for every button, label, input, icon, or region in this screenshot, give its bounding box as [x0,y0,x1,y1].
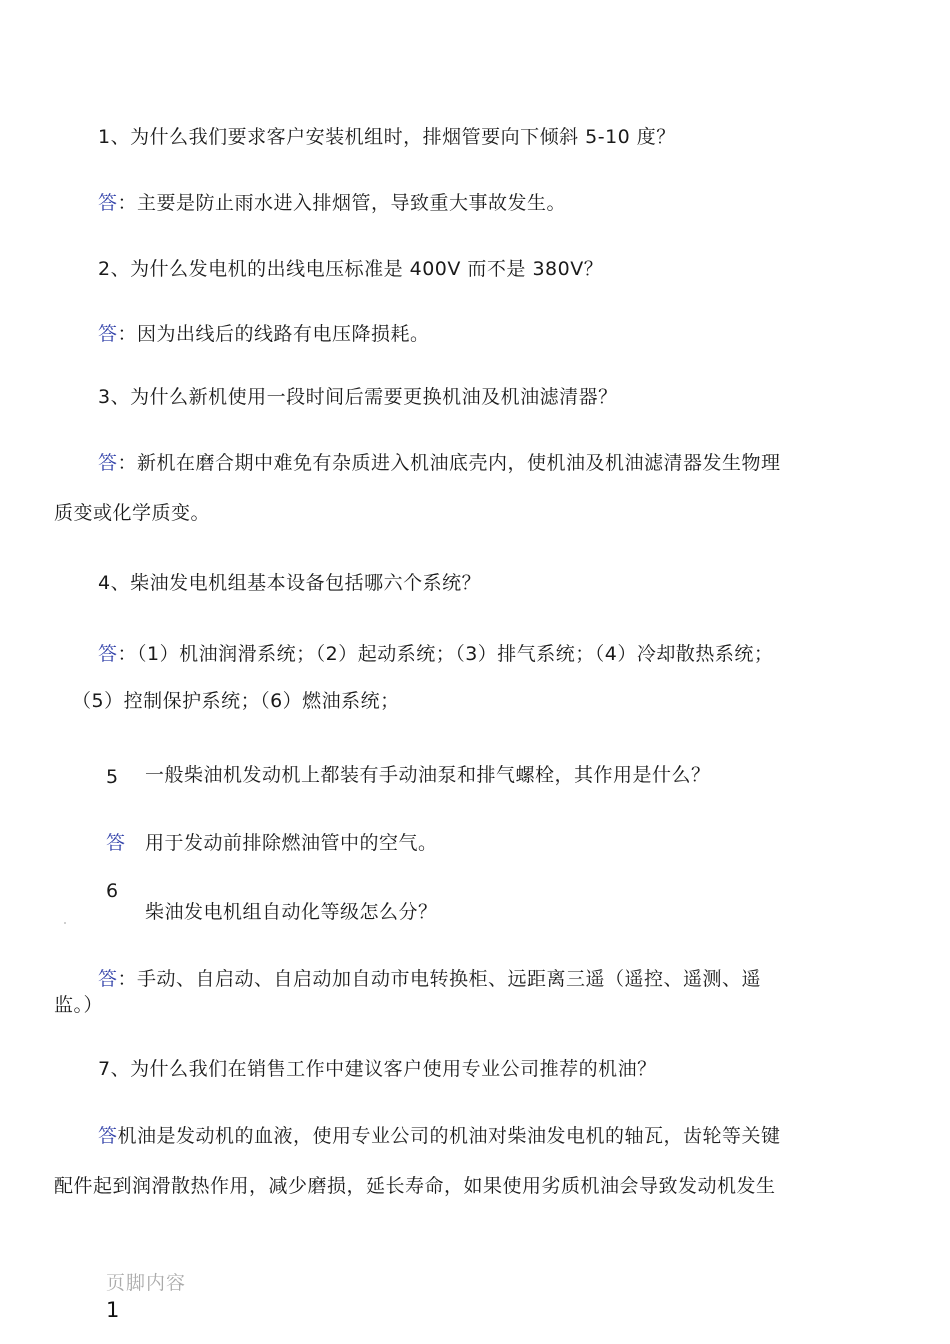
scan-speck [64,922,66,924]
question-1: 1、为什么我们要求客户安装机组时，排烟管要向下倾斜 5-10 度？ [98,126,676,148]
answer-label: 答 [98,643,118,665]
question-7: 7、为什么我们在销售工作中建议客户使用专业公司推荐的机油？ [98,1058,657,1080]
question-5-number: 5 [106,766,119,788]
answer-3-line-1 [98,450,781,476]
answer-5: 用于发动前排除燃油管中的空气。 [145,832,438,854]
answer-label: 答 [98,452,118,474]
answer-label: 答 [98,1125,118,1147]
question-6-number: 6 [106,880,119,902]
answer-3-line-2: 质变或化学质变。 [54,502,211,524]
answer-text: ：因为出线后的线路有电压降损耗。 [117,323,430,345]
answer-text: ：（1）机油润滑系统；（2）起动系统；（3）排气系统；（4）冷却散热系统； [117,643,774,665]
question-2: 2、为什么发电机的出线电压标准是 400V 而不是 380V？ [98,258,604,280]
answer-7-line-2: 配件起到润滑散热作用，减少磨损，延长寿命，如果使用劣质机油会导致发动机发生 [54,1175,776,1197]
answer-label: 答 [98,323,118,345]
answer-5-label: 答 [106,832,126,854]
answer-2 [98,321,430,347]
answer-1 [98,190,566,216]
question-6: 柴油发电机组自动化等级怎么分？ [145,901,438,923]
answer-4-line-2: （5）控制保护系统；（6）燃油系统； [72,690,400,712]
footer-text: 页脚内容 [106,1272,187,1294]
answer-label: 答 [98,968,118,990]
answer-6-line-2: 监。） [54,994,104,1016]
answer-4-line-1 [98,641,773,667]
page-number: 1 [106,1298,120,1322]
question-5: 一般柴油机发动机上都装有手动油泵和排气螺栓，其作用是什么？ [145,764,711,786]
answer-6-line-1 [98,966,761,992]
question-3: 3、为什么新机使用一段时间后需要更换机油及机油滤清器？ [98,386,618,408]
answer-text: ：新机在磨合期中难免有杂质进入机油底壳内，使机油及机油滤清器发生物理 [117,452,781,474]
answer-text: ：手动、自启动、自启动加自动市电转换柜、远距离三遥（遥控、遥测、遥 [117,968,762,990]
answer-text: ：主要是防止雨水进入排烟管，导致重大事故发生。 [117,192,567,214]
answer-7-line-1 [98,1123,781,1149]
question-4: 4、柴油发电机组基本设备包括哪六个系统？ [98,572,482,594]
answer-text: 机油是发动机的血液，使用专业公司的机油对柴油发电机的轴瓦，齿轮等关键 [117,1125,781,1147]
answer-label: 答 [98,192,118,214]
